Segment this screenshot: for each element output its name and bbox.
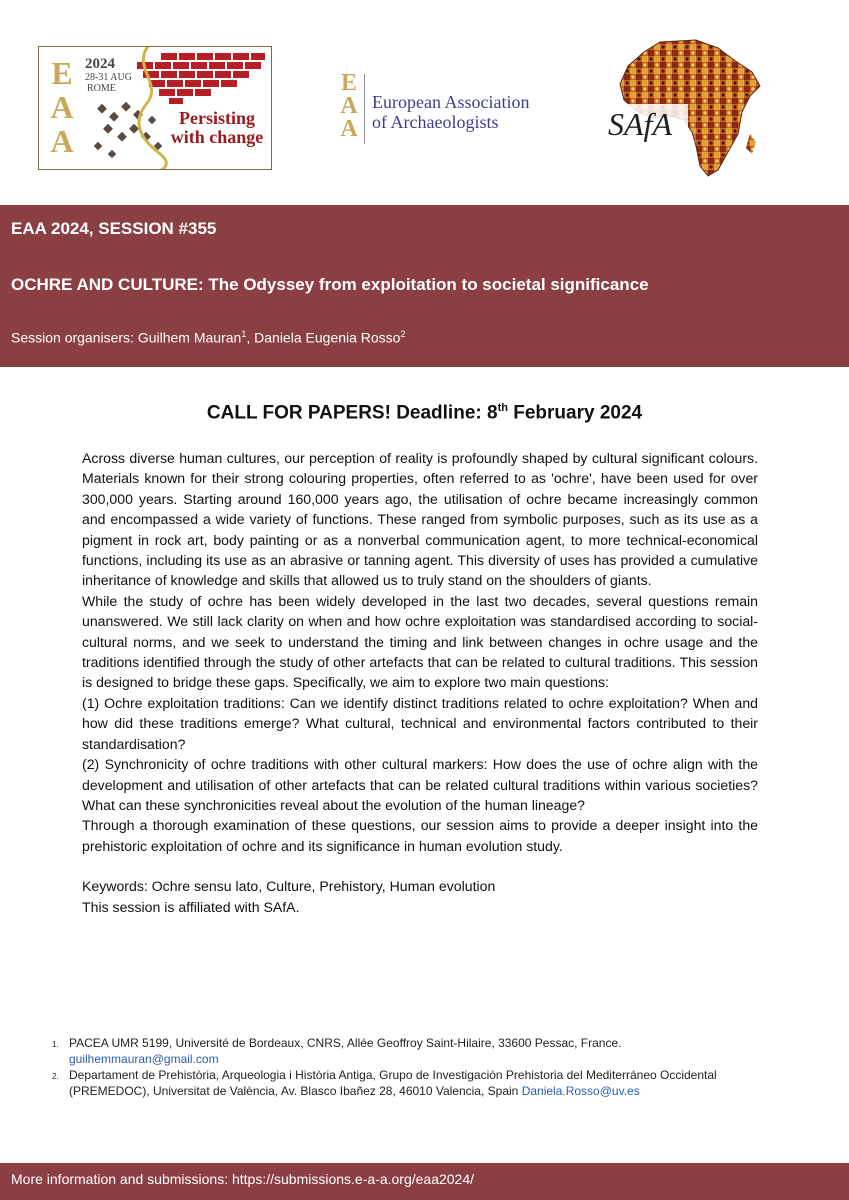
eaa-2024-year: 2024: [85, 56, 115, 72]
footnote-1: [52, 1035, 772, 1067]
footnote-2-email[interactable]: Daniela.Rosso@uv.es: [521, 1084, 640, 1098]
abstract-question-2: (2) Synchronicity of ochre traditions with other cultural markers: How does the use of ochre align with the development and utilisation of other artefacts that can be related cultural traditions within various societies? What can these synchronicities reveal about the evolution of the human lineage?: [82, 756, 758, 813]
eaa-2024-dates: 28-31 AUG: [85, 72, 132, 83]
spacer: [82, 856, 758, 876]
eaa-association-name-line2: of Archaeologists: [372, 112, 499, 132]
abstract-paragraph-2: While the study of ochre has been widely developed in the last two decades, several questions remain unanswered. We still lack clarity on when and how ochre exploitation was standardised according to social-cultural norms, and we seek to understand the timing and link between changes in ochre usage and the traditions identified through the study of other artefacts that can be related to cultural traditions. This session is designed to bridge these gaps. Specifically, we aim to explore two main questions:: [82, 592, 758, 691]
safa-logo: [600, 38, 770, 178]
session-title: OCHRE AND CULTURE: The Odyssey from exploitation to societal significance: [11, 275, 649, 294]
footnote-2-number: 2.: [52, 1072, 59, 1081]
footnote-1-text: PACEA UMR 5199, Université de Bordeaux, CNRS, Allée Geoffroy Saint-Hilaire, 33600 Pessac, France.: [69, 1036, 622, 1050]
abstract-question-1: (1) Ochre exploitation traditions: Can we identify distinct traditions related to ochre exploitation? When and how did these traditions emerge? What cultural, technical and environmental factors contributed to their standardisation?: [82, 694, 758, 752]
eaa-association-logo: [336, 70, 566, 150]
session-abstract: [82, 448, 758, 917]
footnotes: [52, 1035, 772, 1099]
abstract-paragraph-conclusion: Through a thorough examination of these questions, our session aims to provide a deeper insight into the prehistoric exploitation of ochre and its significance in human evolution study.: [82, 817, 758, 854]
eaa-2024-tagline: Persisting with change: [170, 108, 264, 147]
logo-row: [0, 0, 849, 205]
eaa-2024-letters: EAA: [44, 55, 80, 157]
eaa-association-name-line1: European Association: [372, 92, 530, 112]
footnote-1-email[interactable]: guilhemmauran@gmail.com: [69, 1052, 219, 1066]
safa-logo-text: SAfA: [608, 106, 672, 142]
session-number: EAA 2024, SESSION #355: [11, 219, 217, 238]
eaa-association-divider: [364, 74, 365, 144]
eaa-association-letters: EAA: [336, 70, 362, 139]
footnote-1-number: 1.: [52, 1040, 59, 1049]
eaa-2024-city: ROME: [87, 83, 116, 94]
session-organisers: Session organisers: Guilhem Mauran$^1$, Daniela Eugenia Rosso$^2$: [11, 329, 406, 346]
eaa-2024-logo: [38, 46, 272, 170]
footer-bar: [0, 1163, 849, 1200]
keywords: Keywords: Ochre sensu lato, Culture, Prehistory, Human evolution: [82, 878, 496, 895]
footnote-2-text: Departament de Prehistòria, Arqueologia i Història Antiga, Grupo de Investigación Prehistoria del Mediterráneo Occidental (PREMEDOC), Universitat de València, Av. Blasco Ibañez 28, 46010 Valencia, Spain: [69, 1068, 717, 1098]
session-banner: [0, 205, 849, 367]
abstract-paragraph-1: Across diverse human cultures, our perception of reality is profoundly shaped by cultural significant colours. Materials known for their strong colouring properties, often referred to as 'ochre', have been used for over 300,000 years. Starting around 160,000 years ago, the utilisation of ochre became increasingly common and encompassed a wide variety of functions. These ranged from symbolic purposes, such as its use as a pigment in rock art, body painting or as a nonverbal communication agent, to more technical-economical functions, including its use as an abrasive or tanning agent. This diversity of uses has provided a cumulative inheritance of knowledge and skills that allowed us to truly stand on the shoulders of giants.: [82, 450, 758, 589]
submission-info-link[interactable]: More information and submissions: https://submissions.e-a-a.org/eaa2024/: [11, 1171, 475, 1187]
affiliation-note: This session is affiliated with SAfA.: [82, 898, 300, 915]
footnote-2: [52, 1067, 772, 1099]
call-for-papers-heading: CALL FOR PAPERS! Deadline: 8th February 2024: [206, 402, 643, 424]
